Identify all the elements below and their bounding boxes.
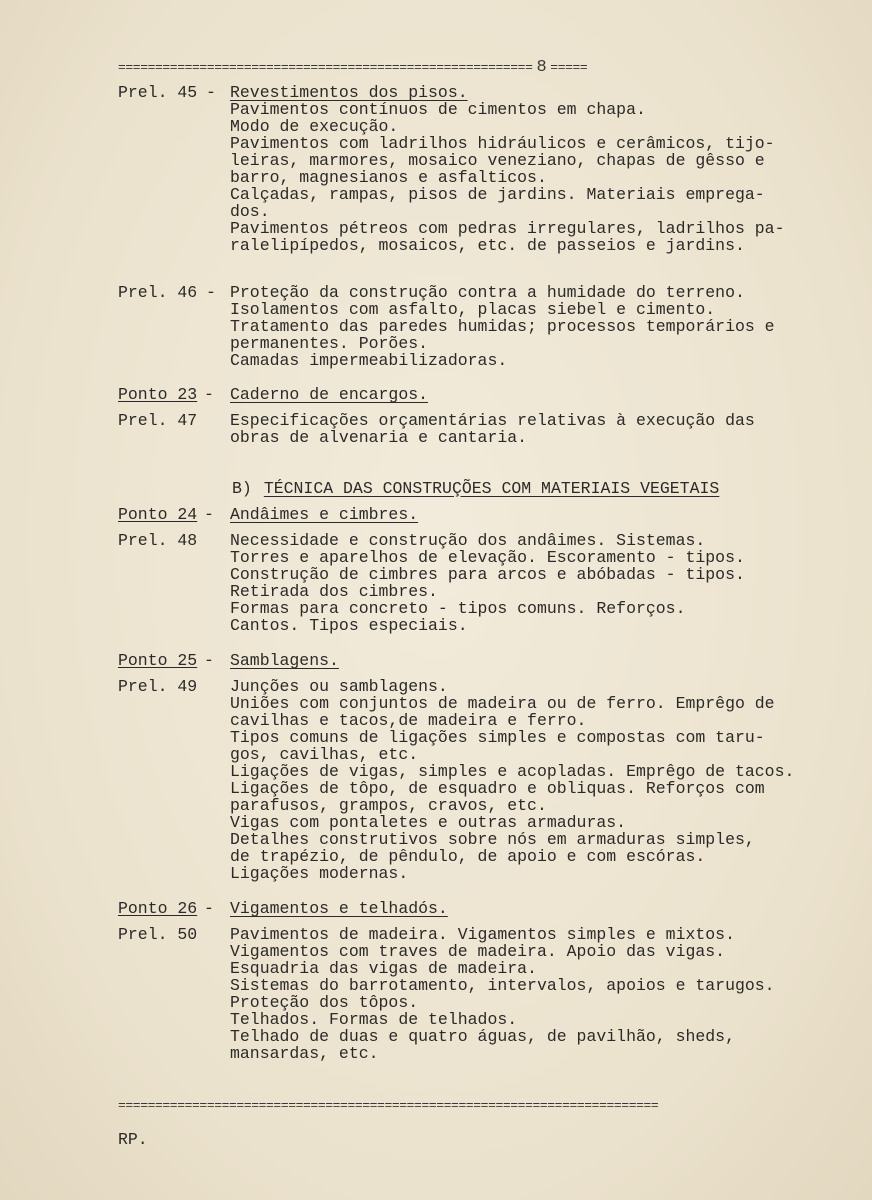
- entry-ponto-25: Ponto 25 - Samblagens.: [118, 652, 818, 669]
- entry-prel-47: Prel. 47 Especificações orçamentárias relativas à execução das obras de alvenaria e cantaria.: [118, 411, 755, 447]
- rule-left: ========================================================: [118, 60, 533, 75]
- entry-title: Caderno de encargos.: [230, 385, 429, 404]
- entry-prel-49: Prel. 49 Junções ou samblagens. Uniões com conjuntos de madeira ou de ferro. Emprêgo de cavilhas e tacos,de madeira e ferro. Tipos comuns de ligações simples e compostas com taru- gos, cavilhas, etc. Ligações de vigas, simples e acopladas. Emprêgo de tacos. Ligações de tôpo, de esquadro e obliquas. Reforços com parafusos, grampos, cravos, etc. Vigas com pontaletes e outras armaduras. Detalhes construtivos sobre nós em armaduras simples, de trapézio, de pêndulo, de apoio e com escóras. Ligações modernas.: [118, 677, 795, 883]
- entry-label: Prel. 45: [118, 83, 198, 102]
- entry-label: Prel. 48: [118, 531, 198, 550]
- entry-label: Ponto 26: [118, 899, 198, 918]
- section-title: TÉCNICA DAS CONSTRUÇÕES COM MATERIAIS VEGETAIS: [263, 479, 720, 498]
- footer-initials: RP.: [118, 1130, 148, 1149]
- page-number: 8: [536, 58, 547, 77]
- entry-prel-46: Prel. 46 - Proteção da construção contra a humidade do terreno. Isolamentos com asfalto, placas siebel e cimento. Tratamento das paredes humidas; processos temporários e permanentes. Porões. Camadas impermeabilizadoras.: [118, 283, 775, 370]
- entry-title: Andâimes e cimbres.: [230, 505, 419, 524]
- entry-prel-45: Prel. 45 - Revestimentos dos pisos. Pavimentos contínuos de cimentos em chapa. Modo de execução. Pavimentos com ladrilhos hidráulicos e cerâmicos, tijo- leiras, marmores, mosaico veneziano, chapas de gêsso e barro, magnesianos e asfalticos. Calçadas, rampas, pisos de jardins. Materiais emprega- dos. Pavimentos pétreos com pedras irregulares, ladrilhos pa- ralelipípedos, mosaicos, etc. de passeios e jardins.: [118, 84, 818, 254]
- entry-prel-50: Prel. 50 Pavimentos de madeira. Vigamentos simples e mixtos. Vigamentos com traves de madeira. Apoio das vigas. Esquadria das vigas de madeira. Sistemas do barrotamento, intervalos, apoios e tarugos. Proteção dos tôpos. Telhados. Formas de telhados. Telhado de duas e quatro águas, de pavilhão, sheds, mansardas, etc.: [118, 925, 775, 1063]
- entry-label: Ponto 25: [118, 651, 198, 670]
- entry-title: Samblagens.: [230, 651, 339, 670]
- entry-label: Ponto 23: [118, 385, 198, 404]
- entry-title: Revestimentos dos pisos.: [230, 83, 468, 102]
- entry-label: Prel. 47: [118, 411, 198, 430]
- entry-title: Vigamentos e telhadós.: [230, 899, 448, 918]
- entry-label: Prel. 49: [118, 677, 198, 696]
- rule-right: =====: [550, 60, 588, 75]
- entry-label: Prel. 50: [118, 925, 198, 944]
- entry-ponto-23: Ponto 23 - Caderno de encargos.: [118, 386, 818, 403]
- entry-label: Ponto 24: [118, 505, 198, 524]
- entry-prel-48: Prel. 48 Necessidade e construção dos andâimes. Sistemas. Torres e aparelhos de elevação. Escoramento - tipos. Construção de cimbres para arcos e abóbadas - tipos. Retirada dos cimbres. Formas para concreto - tipos comuns. Reforços. Cantos. Tipos especiais.: [118, 531, 745, 635]
- footer-rule: =========================================================================: [118, 1098, 659, 1113]
- entry-ponto-26: Ponto 26 - Vigamentos e telhadós.: [118, 900, 818, 917]
- entry-label: Prel. 46: [118, 283, 198, 302]
- entry-ponto-24: Ponto 24 - Andâimes e cimbres.: [118, 506, 818, 523]
- section-heading: [232, 480, 719, 497]
- section-letter: B): [232, 479, 252, 498]
- header-rule: [118, 58, 812, 77]
